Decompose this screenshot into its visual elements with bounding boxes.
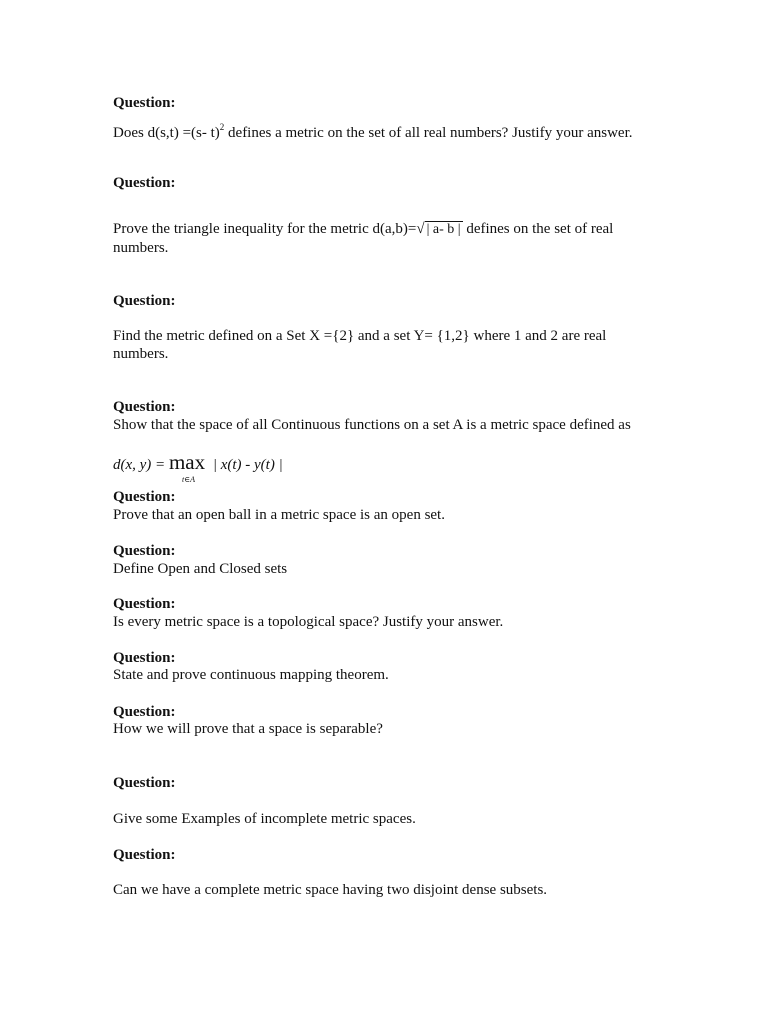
question-11-label: Question:: [113, 847, 176, 863]
max-formula: [113, 450, 283, 488]
question-2-post: defines on the set of real numbers.: [113, 221, 614, 256]
question-2-pre: Prove the triangle inequality for the metric d(a,b)=: [113, 221, 417, 237]
question-10-text: Give some Examples of incomplete metric spaces.: [113, 811, 416, 827]
question-11-text: Can we have a complete metric space having two disjoint dense subsets.: [113, 882, 548, 898]
question-1-post: defines a metric on the set of all real numbers? Justify your answer.: [224, 125, 633, 141]
question-10-label: Question:: [113, 775, 176, 791]
question-2-text: [113, 220, 643, 257]
question-3-text: Find the metric defined on a Set X ={2} and a set Y= {1,2} where 1 and 2 are real numbers.: [113, 328, 607, 362]
max-operator: [168, 450, 206, 484]
question-7-text: Is every metric space is a topological space? Justify your answer.: [113, 614, 504, 630]
max-operator-word: max: [168, 450, 206, 474]
question-1-formula-exponent: 2: [219, 122, 225, 132]
sqrt-radicand: | a- b |: [426, 222, 461, 237]
question-2-label: Question:: [113, 175, 176, 191]
question-3-label: Question:: [113, 293, 176, 309]
question-5-label: Question:: [113, 489, 176, 505]
max-formula-rhs: | x(t) - y(t) |: [212, 457, 283, 473]
question-6-text: Define Open and Closed sets: [113, 561, 288, 577]
question-9-text: How we will prove that a space is separable?: [113, 721, 383, 737]
question-8-text: State and prove continuous mapping theorem.: [113, 667, 389, 683]
question-4-text: Show that the space of all Continuous functions on a set A is a metric space defined as: [113, 417, 631, 433]
question-5-text: Prove that an open ball in a metric space is an open set.: [113, 507, 445, 523]
question-7-label: Question:: [113, 596, 176, 612]
sqrt-expression: [416, 220, 462, 239]
question-9-label: Question:: [113, 704, 176, 720]
question-1-formula: [147, 122, 225, 141]
question-6-label: Question:: [113, 543, 176, 559]
question-1-pre: Does: [113, 125, 148, 141]
question-1-formula-body: d(s,t) =(s- t): [147, 125, 220, 141]
max-operator-subscript: t∈A: [181, 475, 195, 484]
question-8-label: Question:: [113, 650, 176, 666]
max-formula-lhs: d(x, y) =: [113, 457, 166, 473]
question-4-label: Question:: [113, 399, 176, 415]
sqrt-sign: √: [416, 221, 425, 237]
question-1-text: [113, 118, 633, 142]
question-1-label: Question:: [113, 95, 176, 111]
